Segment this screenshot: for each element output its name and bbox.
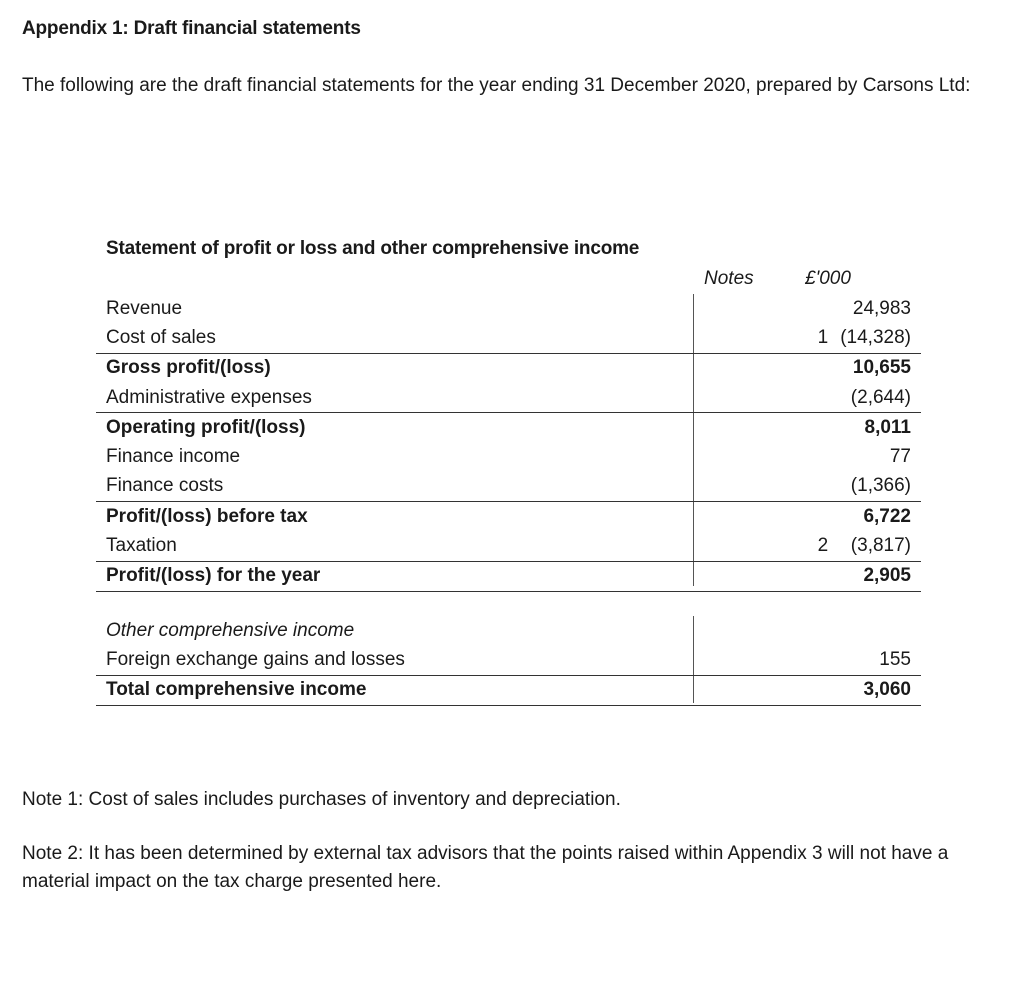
row-label: Profit/(loss) for the year <box>96 561 662 591</box>
subtotal-row <box>96 502 921 532</box>
row-note <box>662 413 841 443</box>
row-label: Finance income <box>106 446 241 468</box>
subtotal-row <box>96 413 921 443</box>
row-value: 24,983 <box>852 297 911 319</box>
row-label: Administrative expenses <box>106 386 312 408</box>
note-1: Note 1: Cost of sales includes purchases of inventory and depreciation. <box>22 789 621 810</box>
row-note <box>662 561 841 591</box>
total-row <box>96 561 921 591</box>
row-note <box>662 502 841 532</box>
note-2: Note 2: It has been determined by external tax advisors that the points raised within Appendix 3 will not have a material impact on the tax charge presented here. <box>22 843 949 892</box>
unit-column-header: £'000 <box>805 268 851 289</box>
table-row <box>96 294 921 323</box>
table-row <box>96 383 921 413</box>
row-value: 6,722 <box>840 502 921 532</box>
table-row <box>96 472 921 502</box>
row-note <box>662 294 841 323</box>
table-row <box>96 531 921 561</box>
row-note: 2 <box>817 535 829 557</box>
row-note <box>662 442 841 471</box>
row-note <box>662 383 841 413</box>
row-note <box>679 616 863 645</box>
row-value: 77 <box>889 446 911 468</box>
row-label: Cost of sales <box>106 326 216 348</box>
row-note <box>679 645 863 675</box>
row-label: Operating profit/(loss) <box>96 413 662 443</box>
table-row <box>96 645 921 675</box>
row-note: 1 <box>817 326 829 348</box>
row-value: (1,366) <box>850 475 911 497</box>
statement-title: Statement of profit or loss and other comprehensive income <box>106 238 640 259</box>
table-row <box>96 323 921 353</box>
row-label: Other comprehensive income <box>106 619 355 641</box>
row-label: Foreign exchange gains and losses <box>106 648 405 670</box>
row-value: (14,328) <box>840 326 911 348</box>
row-label: Total comprehensive income <box>96 675 679 705</box>
row-note <box>662 472 841 502</box>
row-value: 3,060 <box>863 675 921 705</box>
row-label: Revenue <box>106 297 183 319</box>
document-heading: Appendix 1: Draft financial statements <box>22 18 361 39</box>
row-label: Gross profit/(loss) <box>96 353 662 383</box>
oci-table <box>96 616 921 706</box>
row-value: 10,655 <box>840 353 921 383</box>
table-row <box>96 442 921 471</box>
row-label: Taxation <box>106 535 177 557</box>
row-value: 2,905 <box>840 561 921 591</box>
row-label: Profit/(loss) before tax <box>96 502 662 532</box>
row-note <box>662 353 841 383</box>
notes-column-header: Notes <box>704 268 754 289</box>
row-value: 155 <box>879 648 911 670</box>
total-row <box>96 675 921 705</box>
row-value <box>863 616 921 645</box>
row-label: Finance costs <box>106 475 224 497</box>
row-value: (2,644) <box>850 386 911 408</box>
profit-loss-table <box>96 294 921 592</box>
section-heading-row <box>96 616 921 645</box>
subtotal-row <box>96 353 921 383</box>
row-note <box>679 675 863 705</box>
row-value: (3,817) <box>850 535 911 557</box>
row-value: 8,011 <box>840 413 921 443</box>
intro-paragraph: The following are the draft financial statements for the year ending 31 December 2020, prepared by Carsons Ltd: <box>22 75 971 96</box>
